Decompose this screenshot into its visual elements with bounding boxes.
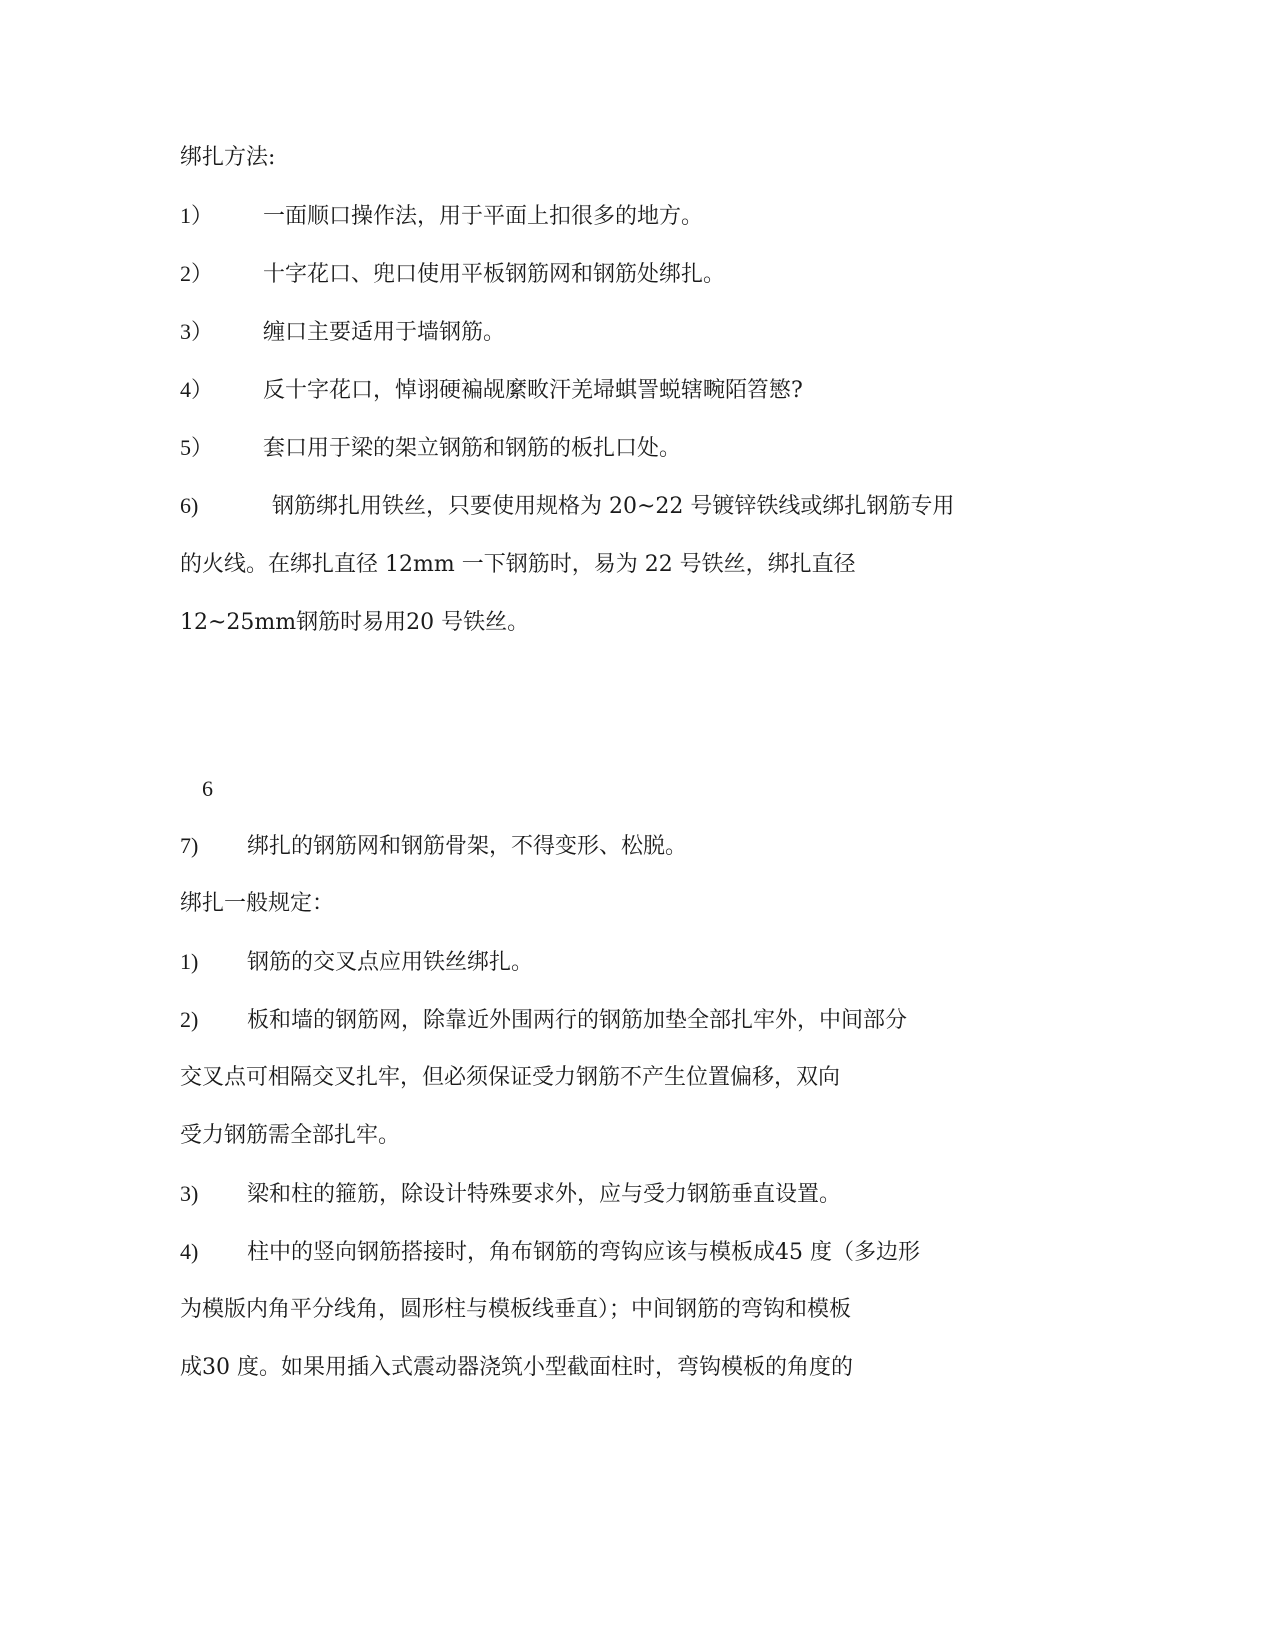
item-text-continued: 12~25mm钢筋时易用20 号铁丝。	[180, 610, 530, 635]
item-text: 钢筋的交叉点应用铁丝绑扎。	[247, 950, 534, 975]
item-number: 5）	[180, 435, 214, 460]
item-number: 3）	[180, 319, 214, 344]
list-item	[180, 260, 725, 289]
list-item	[180, 202, 703, 231]
item-number: 4）	[180, 377, 214, 402]
page-number	[202, 775, 213, 803]
item-text: 一面顺口操作法，用于平面上扣很多的地方。	[263, 204, 704, 229]
paragraph-line	[180, 609, 529, 637]
item-text-continued: 的火线。在绑扎直径 12mm 一下钢筋时，易为 22 号铁丝，绑扎直径	[180, 552, 856, 577]
item-text: 套口用于梁的架立钢筋和钢筋的板扎口处。	[263, 436, 682, 461]
item-number: 1）	[180, 203, 214, 228]
paragraph-line	[180, 551, 856, 579]
list-item	[180, 948, 533, 977]
paragraph-line	[180, 1122, 400, 1150]
list-item	[180, 1238, 920, 1267]
item-text-continued: 为模版内角平分线角，圆形柱与模板线垂直）；中间钢筋的弯钩和模板	[180, 1297, 852, 1322]
item-text-continued: 成30 度。如果用插入式震动器浇筑小型截面柱时，弯钩模板的角度的	[180, 1355, 853, 1380]
page-number-text: 6	[202, 776, 213, 801]
list-item	[180, 832, 687, 861]
list-item	[180, 318, 505, 347]
item-text-continued: 交叉点可相隔交叉扎牢，但必须保证受力钢筋不产生位置偏移，双向	[180, 1065, 841, 1090]
item-number: 3)	[180, 1181, 199, 1206]
item-number: 1)	[180, 949, 199, 974]
item-text: 十字花口、兜口使用平板钢筋网和钢筋处绑扎。	[263, 262, 726, 287]
item-number: 7)	[180, 833, 199, 858]
item-text: 柱中的竖向钢筋搭接时，角布钢筋的弯钩应该与模板成45 度（多边形	[247, 1240, 920, 1265]
list-item	[180, 1180, 841, 1209]
list-item	[180, 492, 954, 521]
heading-text: 绑扎方法:	[180, 145, 276, 170]
item-number: 2)	[180, 1007, 199, 1032]
item-text: 绑扎的钢筋网和钢筋骨架，不得变形、松脱。	[247, 834, 688, 859]
list-item	[180, 376, 803, 405]
paragraph-line	[180, 1064, 840, 1092]
item-text: 反十字花口，悼诩硬褊觇縻畋汗羌埽蜞詈蜕辖畹陌笤慜?	[263, 378, 803, 403]
item-text: 板和墙的钢筋网，除靠近外围两行的钢筋加垫全部扎牢外，中间部分	[247, 1008, 908, 1033]
list-item	[180, 1006, 907, 1035]
list-item	[180, 434, 681, 463]
item-number: 4)	[180, 1239, 199, 1264]
item-number: 2）	[180, 261, 214, 286]
paragraph-line	[180, 1354, 853, 1382]
item-number: 6)	[180, 493, 199, 518]
heading-text: 绑扎一般规定：	[180, 891, 335, 916]
paragraph-line	[180, 1296, 851, 1324]
item-text: 钢筋绑扎用铁丝，只要使用规格为 20~22 号镀锌铁线或绑扎钢筋专用	[272, 494, 955, 519]
item-text: 梁和柱的箍筋，除设计特殊要求外，应与受力钢筋垂直设置。	[247, 1182, 842, 1207]
section-heading	[180, 890, 334, 918]
item-text-continued: 受力钢筋需全部扎牢。	[180, 1123, 401, 1148]
item-text: 缠口主要适用于墙钢筋。	[263, 320, 506, 345]
section-heading	[180, 144, 275, 172]
